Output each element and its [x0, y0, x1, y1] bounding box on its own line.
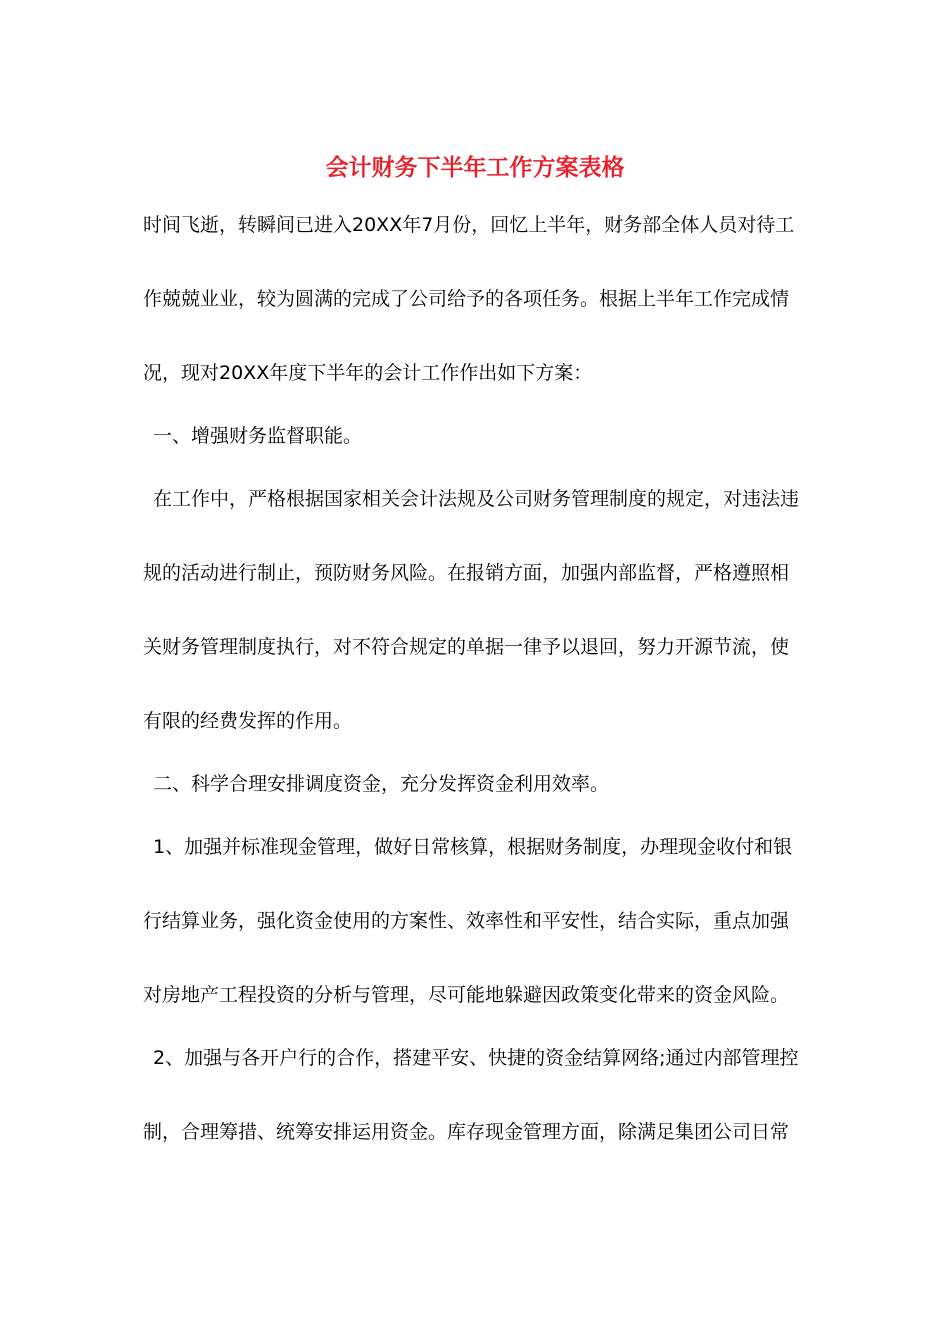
- paragraph-line: 行结算业务，强化资金使用的方案性、效率性和平安性，结合实际，重点加强: [143, 910, 790, 932]
- paragraph-line: 2、加强与各开户行的合作，搭建平安、快捷的资金结算网络;通过内部管理控: [153, 1047, 799, 1069]
- paragraph-line: 规的活动进行制止，预防财务风险。在报销方面，加强内部监督，严格遵照相: [143, 562, 790, 584]
- paragraph-line: 制，合理筹措、统筹安排运用资金。库存现金管理方面，除满足集团公司日常: [143, 1121, 790, 1143]
- section-heading: 二、科学合理安排调度资金，充分发挥资金利用效率。: [153, 773, 610, 795]
- paragraph-line: 关财务管理制度执行，对不符合规定的单据一律予以退回，努力开源节流，使: [143, 636, 790, 658]
- paragraph-line: 况，现对20XX年度下半年的会计工作作出如下方案：: [143, 362, 593, 384]
- document-title: 会计财务下半年工作方案表格: [325, 154, 625, 181]
- paragraph-line: 作兢兢业业，较为圆满的完成了公司给予的各项任务。根据上半年工作完成情: [143, 288, 790, 310]
- paragraph-line: 在工作中，严格根据国家相关会计法规及公司财务管理制度的规定，对违法违: [153, 488, 800, 510]
- paragraph-line: 时间飞逝，转瞬间已进入20XX年7月份，回忆上半年，财务部全体人员对待工: [143, 214, 795, 236]
- paragraph-line: 有限的经费发挥的作用。: [143, 710, 353, 732]
- paragraph-line: 1、加强并标准现金管理，做好日常核算，根据财务制度，办理现金收付和银: [153, 836, 793, 858]
- paragraph-line: 对房地产工程投资的分析与管理，尽可能地躲避因政策变化带来的资金风险。: [143, 984, 790, 1006]
- section-heading: 一、增强财务监督职能。: [153, 425, 363, 447]
